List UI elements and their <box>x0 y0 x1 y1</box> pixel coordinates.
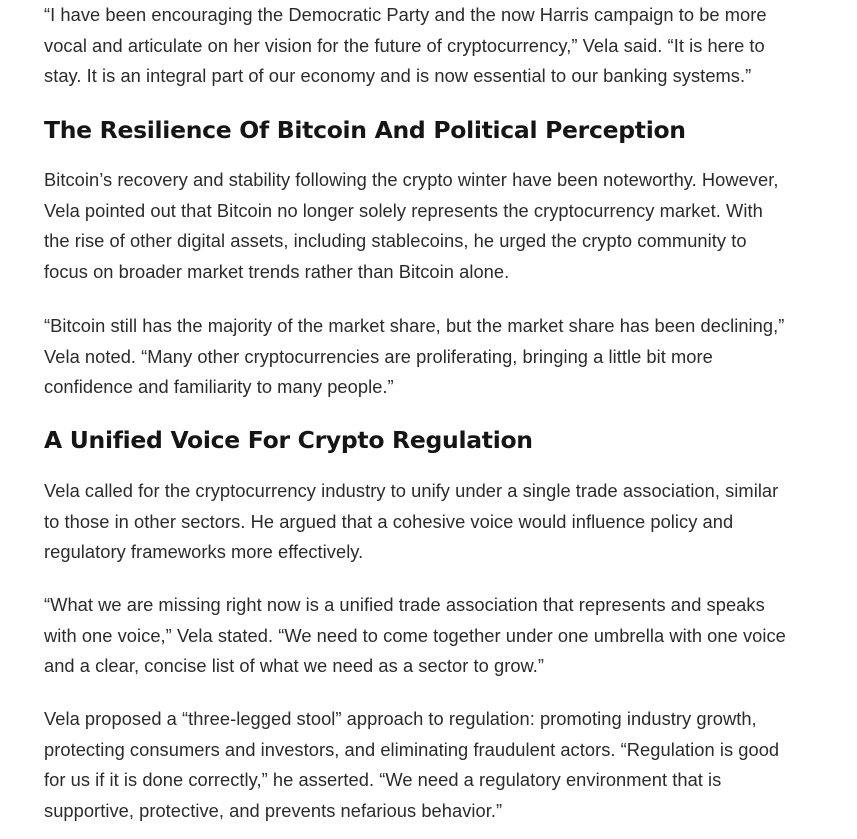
article-paragraph: Vela called for the cryptocurrency industry to unify under a single trade association, similar to those in other sectors. He argued that a cohesive voice would influence policy and regulatory frameworks more effectively. <box>44 480 779 562</box>
section-heading-unified-voice: A Unified Voice For Crypto Regulation <box>44 426 533 454</box>
section-heading-bitcoin-resilience: The Resilience Of Bitcoin And Political Perception <box>44 116 686 144</box>
article-paragraph: “Bitcoin still has the majority of the market share, but the market share has been declining,” Vela noted. “Many other cryptocurrencies are proliferating, bringing a little bit more confidence and familiarity to many people.” <box>44 315 785 397</box>
article-paragraph: “What we are missing right now is a unified trade association that represents and speaks with one voice,” Vela stated. “We need to come together under one umbrella with one voice and a clear, concise list of what we need as a sector to grow.” <box>44 594 786 676</box>
article-paragraph: “I have been encouraging the Democratic Party and the now Harris campaign to be more vocal and articulate on her vision for the future of cryptocurrency,” Vela said. “It is here to stay. It is an integral part of our economy and is now essential to our banking systems.” <box>44 4 767 86</box>
article-paragraph: Bitcoin’s recovery and stability following the crypto winter have been noteworthy. However, Vela pointed out that Bitcoin no longer solely represents the cryptocurrency market. With the rise of other digital assets, including stablecoins, he urged the crypto community to focus on broader market trends rather than Bitcoin alone. <box>44 169 779 282</box>
article-paragraph: Vela proposed a “three-legged stool” approach to regulation: promoting industry growth, protecting consumers and investors, and eliminating fraudulent actors. “Regulation is good for us if it is done correctly,” he asserted. “We need a regulatory environment that is supportive, protective, and prevents nefarious behavior.” <box>44 708 780 821</box>
